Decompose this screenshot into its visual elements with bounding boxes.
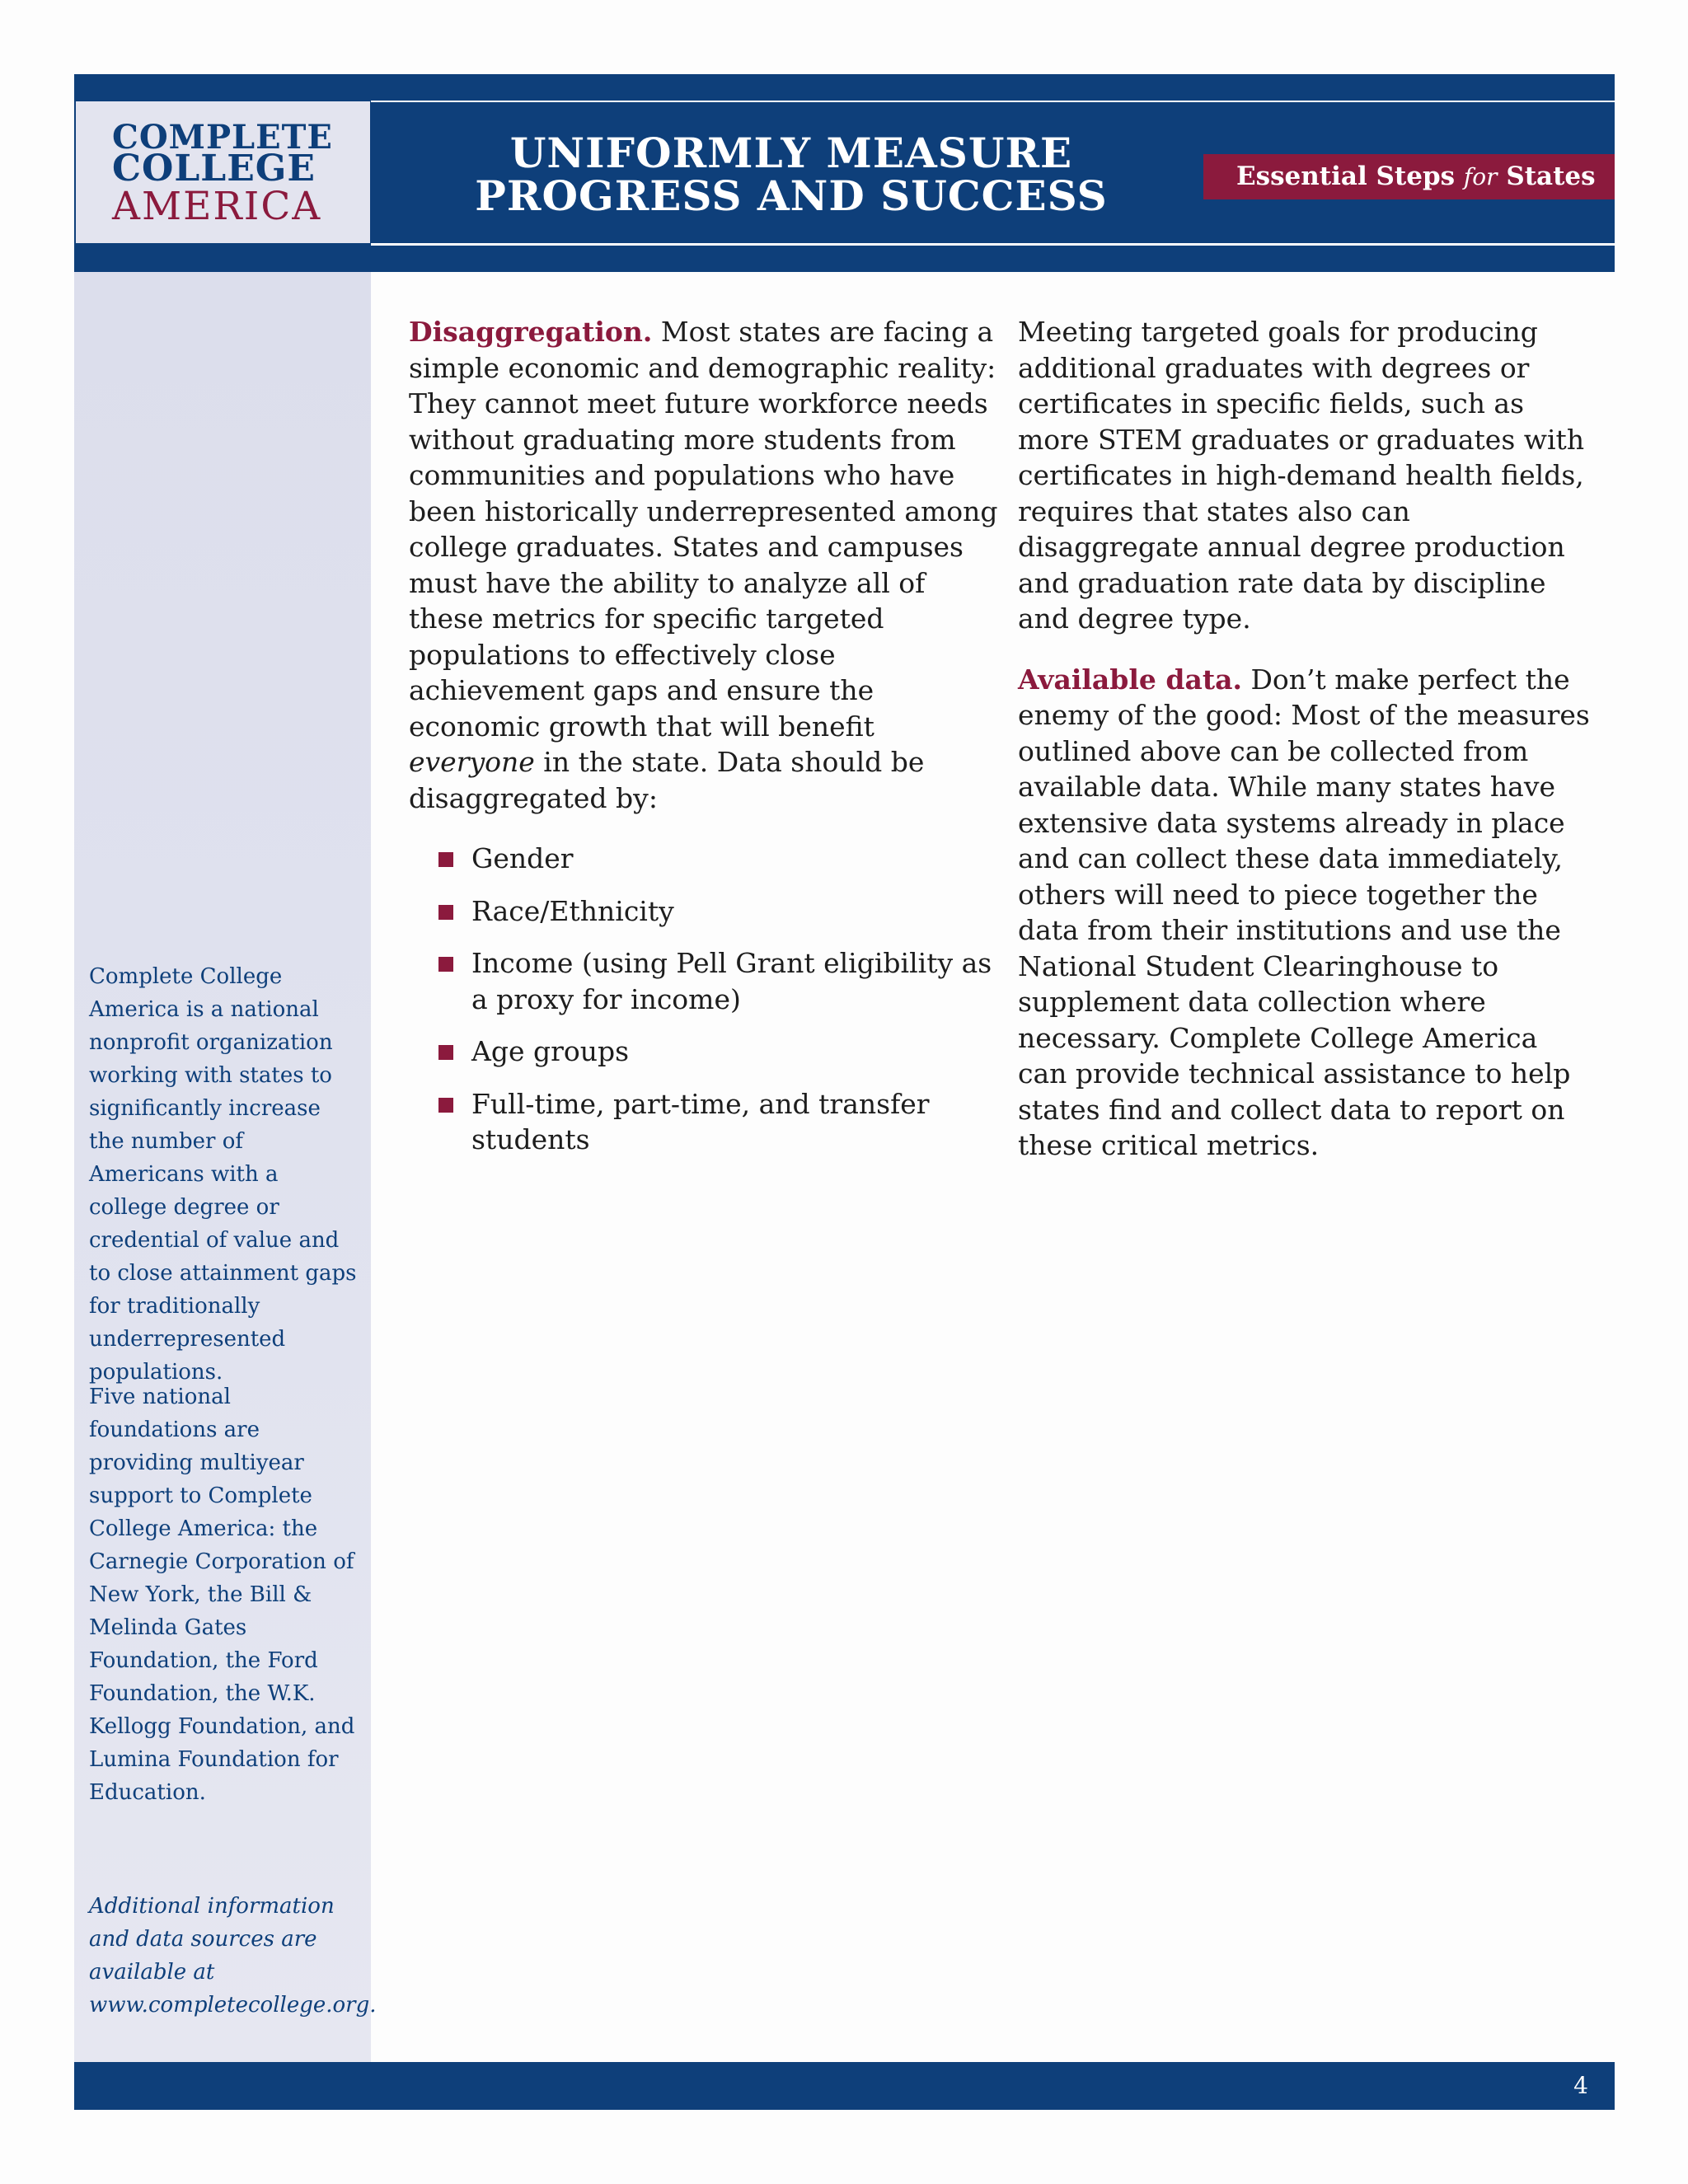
list-item-text: Race/Ethnicity [471, 894, 674, 927]
disaggregation-body-end: in the state. Data should be disaggregated by: [409, 746, 925, 814]
targeted-goals-paragraph: Meeting targeted goals for producing additional graduates with degrees or certificates in specific fields, such as more STEM graduates or graduates with certificates in high-demand health fields, requires that states also can disaggregate annual degree production and graduation rate data by discipline and degree type. [1018, 316, 1585, 635]
header-rule [371, 243, 1615, 246]
list-item [409, 1033, 1002, 1070]
bullet-square-icon [438, 957, 453, 972]
list-item-text: Gender [471, 842, 574, 874]
left-column [409, 314, 1002, 1174]
bullet-square-icon [438, 1045, 453, 1060]
bullet-square-icon [438, 852, 453, 867]
series-tag-part1: Essential Steps [1236, 162, 1456, 191]
logo [76, 101, 370, 243]
list-item-text: Income (using Pell Grant eligibility as a proxy for income) [471, 947, 992, 1015]
sidebar-foundations: Five national foundations are providing multiyear support to Complete College America: the Carnegie Corporation of New York, the Bill & Melinda Gates Foundation, the Ford Foundation, the W.K. Kellogg Foundation, and Lumina Foundation for Education. [89, 1385, 355, 1805]
sidebar-about: Complete College America is a national nonprofit organization working with states to significantly increase the number of Americans with a college degree or credential of value and to close attainment gaps for traditionally underrepresented populations. [89, 964, 357, 1385]
footer-bar [74, 2062, 1615, 2110]
available-data-paragraph [1018, 662, 1595, 1164]
available-data-body: Don’t make perfect the enemy of the good: Most of the measures outlined above can be collected from available data. While many states have extensive data systems already in place and can collect these data immediately, others will need to piece together the data from their institutions and use the National Student Clearinghouse to supplement data collection where necessary. Complete College America can provide technical assistance to help states find and collect data to report on these critical metrics. [1018, 663, 1590, 1161]
page-title [437, 129, 1146, 220]
disaggregation-emphasis: everyone [409, 746, 535, 778]
series-tag-for: for [1463, 163, 1498, 190]
header-rule-top [371, 101, 1615, 102]
list-item [409, 893, 1002, 930]
under-header-bar [74, 247, 1615, 272]
disaggregation-body: Most states are facing a simple economic and demographic reality: They cannot meet future workforce needs without graduating more students from communities and populations who have been historically underrepresented among college graduates. States and campuses must have the ability to analyze all of these metrics for specific targeted populations to effectively close achievement gaps and ensure the economic growth that will benefit [409, 316, 998, 743]
list-item [409, 1086, 1002, 1158]
right-column [1018, 314, 1595, 1188]
sidebar [74, 272, 377, 2062]
top-bar [74, 74, 1615, 99]
bullet-square-icon [438, 905, 453, 920]
sidebar-more-info: Additional information and data sources are available at www.completecollege.org. [89, 1894, 377, 2018]
logo-college: COLLEGE [112, 148, 316, 190]
title-line-1: UNIFORMLY MEASURE [509, 129, 1073, 177]
series-tag-part2: States [1506, 162, 1596, 191]
available-data-heading: Available data. [1018, 663, 1242, 696]
list-item [409, 841, 1002, 877]
logo-complete: COMPLETE [112, 118, 333, 157]
disaggregation-list [409, 841, 1002, 1158]
disaggregation-heading: Disaggregation. [409, 316, 653, 348]
disaggregation-paragraph [409, 314, 1002, 816]
list-item-text: Full-time, part-time, and transfer students [471, 1087, 930, 1155]
bullet-square-icon [438, 1098, 453, 1113]
title-line-2: PROGRESS AND SUCCESS [475, 171, 1108, 220]
page-number: 4 [1573, 2072, 1588, 2099]
list-item-text: Age groups [471, 1035, 630, 1067]
series-tag [1203, 154, 1615, 199]
logo-america: AMERICA [112, 184, 322, 229]
list-item [409, 945, 1002, 1017]
